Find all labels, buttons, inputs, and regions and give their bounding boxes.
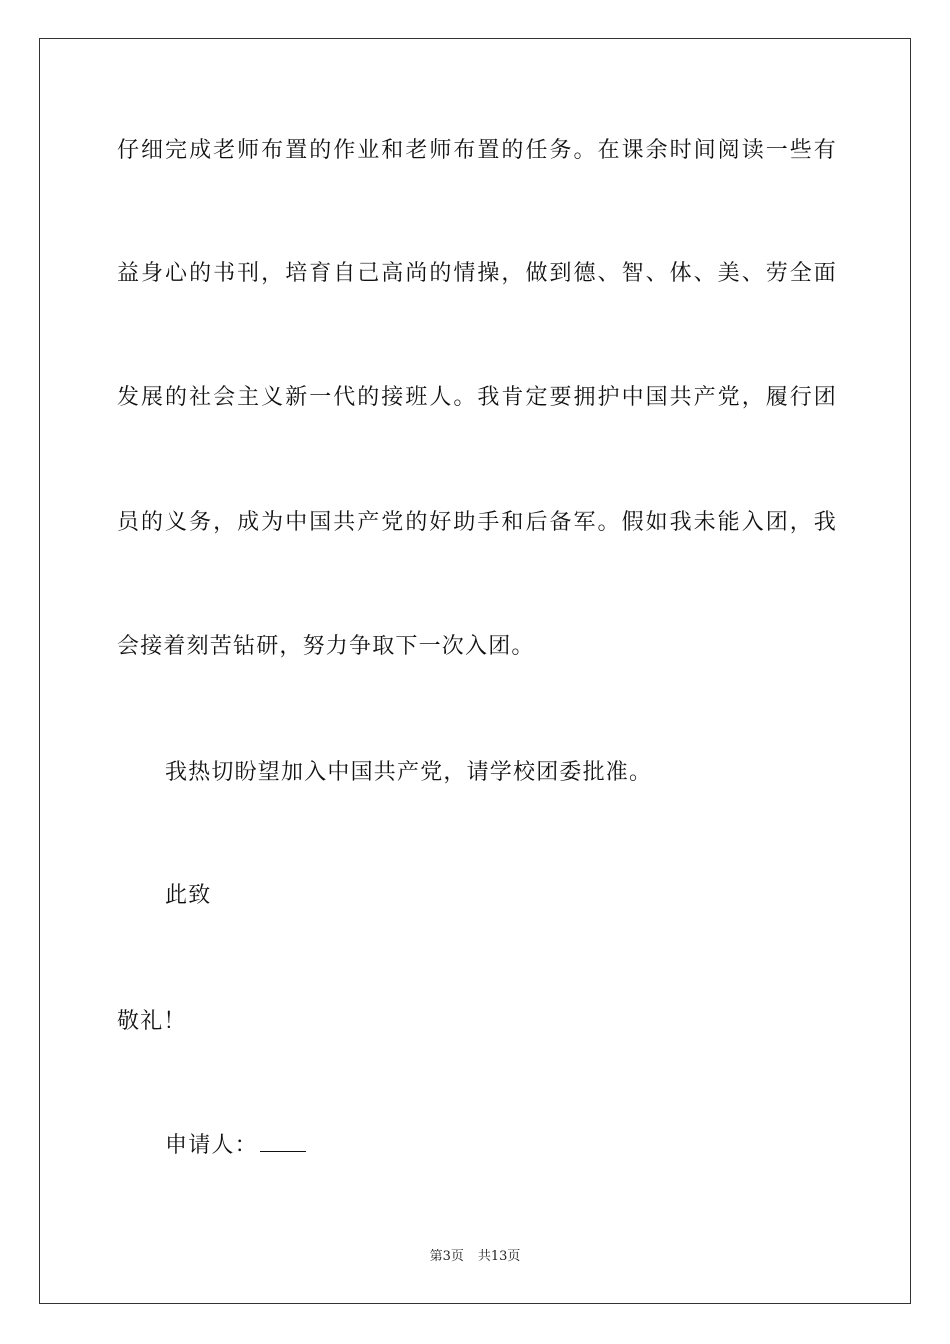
signature-blank (260, 1131, 306, 1152)
page-footer (0, 1245, 950, 1264)
page-border (39, 38, 911, 1304)
body-line-1: 仔细完成老师布置的作业和老师布置的任务。在课余时间阅读一些有 (117, 138, 837, 163)
body-line-4: 员的义务，成为中国共产党的好助手和后备军。假如我未能入团，我 (117, 510, 837, 535)
salutation-cizhi: 此致 (165, 883, 212, 908)
salutation-jingli: 敬礼！ (117, 1009, 187, 1034)
applicant-label: 申请人： (165, 1133, 258, 1158)
applicant-line (165, 1131, 306, 1161)
total-pages: 共13页 (477, 1249, 521, 1264)
closing-request: 我热切盼望加入中国共产党，请学校团委批准。 (165, 760, 653, 785)
body-line-3: 发展的社会主义新一代的接班人。我肯定要拥护中国共产党，履行团 (117, 385, 837, 410)
body-line-5: 会接着刻苦钻研，努力争取下一次入团。 (117, 634, 535, 659)
page-number: 第3页 (429, 1249, 464, 1264)
body-line-2: 益身心的书刊，培育自己高尚的情操，做到德、智、体、美、劳全面 (117, 261, 837, 286)
